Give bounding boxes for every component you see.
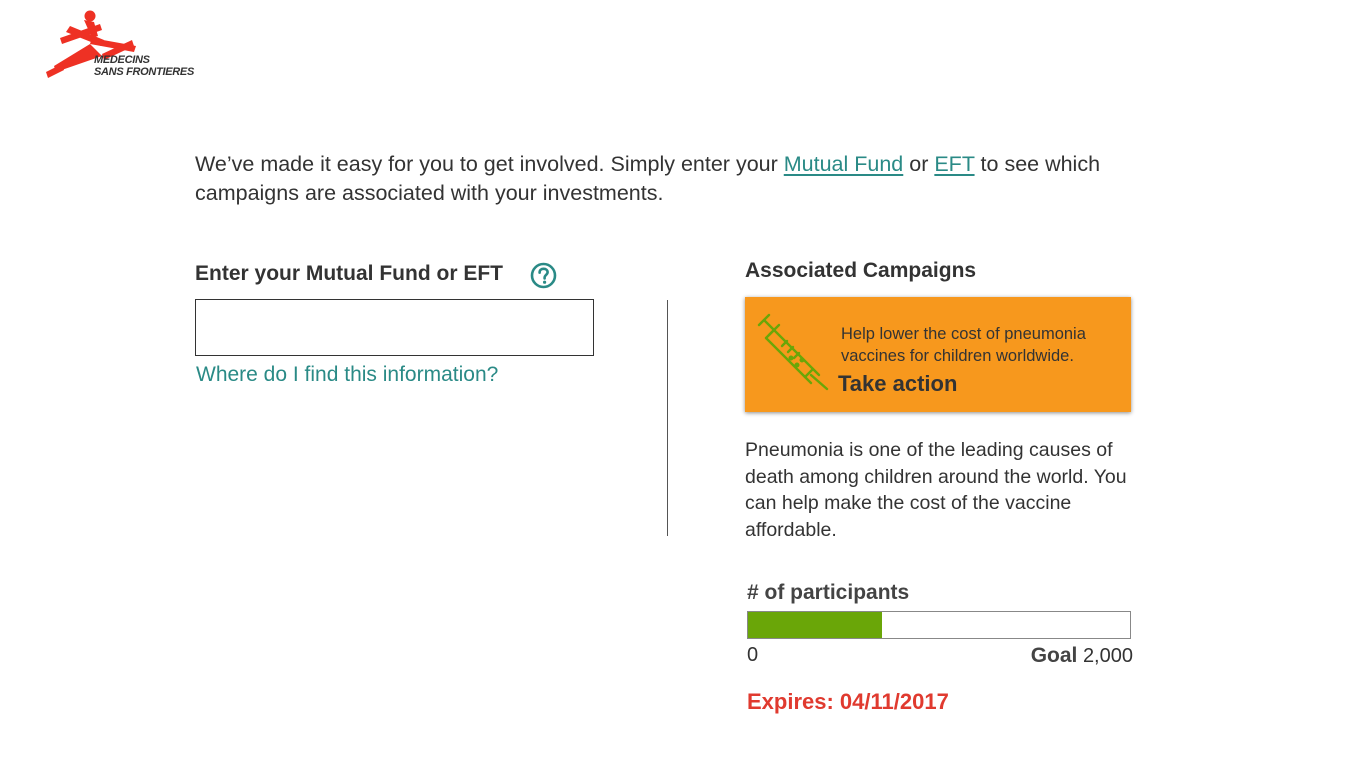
eft-link[interactable]: EFT bbox=[934, 152, 975, 176]
take-action-button[interactable]: Take action bbox=[838, 371, 958, 396]
fund-input-label: Enter your Mutual Fund or EFT bbox=[195, 262, 503, 285]
fund-search-input[interactable] bbox=[195, 299, 594, 356]
logo-wordmark bbox=[94, 54, 194, 78]
msf-logo[interactable] bbox=[44, 10, 204, 82]
intro-text-after: to see which campaigns are associated with your investments. bbox=[195, 152, 1101, 205]
goal-label: Goal bbox=[1030, 644, 1078, 667]
participants-label: # of participants bbox=[747, 581, 910, 604]
associated-campaigns-heading: Associated Campaigns bbox=[745, 259, 977, 282]
logo-line-1: MEDECINS bbox=[94, 54, 150, 66]
campaign-card[interactable] bbox=[745, 297, 1131, 412]
syringe-icon bbox=[755, 313, 833, 391]
expiration-date: Expires: 04/11/2017 bbox=[747, 689, 949, 714]
progress-min-value: 0 bbox=[747, 644, 759, 666]
participants-progress-bar bbox=[747, 611, 1131, 639]
intro-text-before: We’ve made it easy for you to get involved. Simply enter your bbox=[195, 152, 784, 176]
find-information-link[interactable]: Where do I find this information? bbox=[196, 363, 499, 386]
column-divider bbox=[667, 300, 668, 536]
intro-text-or: or bbox=[903, 152, 935, 176]
participants-progress-fill bbox=[748, 612, 882, 638]
goal-value: 2,000 bbox=[1082, 645, 1133, 667]
campaign-card-text: Help lower the cost of pneumonia vaccines for children worldwide. bbox=[841, 325, 1086, 365]
progress-goal bbox=[1031, 644, 1133, 668]
intro-text bbox=[195, 150, 1175, 208]
campaign-description: Pneumonia is one of the leading causes of death among children around the world. You can help make the cost of the vaccine affordable. bbox=[745, 439, 1127, 541]
mutual-fund-link[interactable]: Mutual Fund bbox=[783, 152, 904, 176]
logo-line-2: SANS FRONTIERES bbox=[94, 66, 195, 78]
question-circle-icon[interactable] bbox=[530, 262, 557, 289]
